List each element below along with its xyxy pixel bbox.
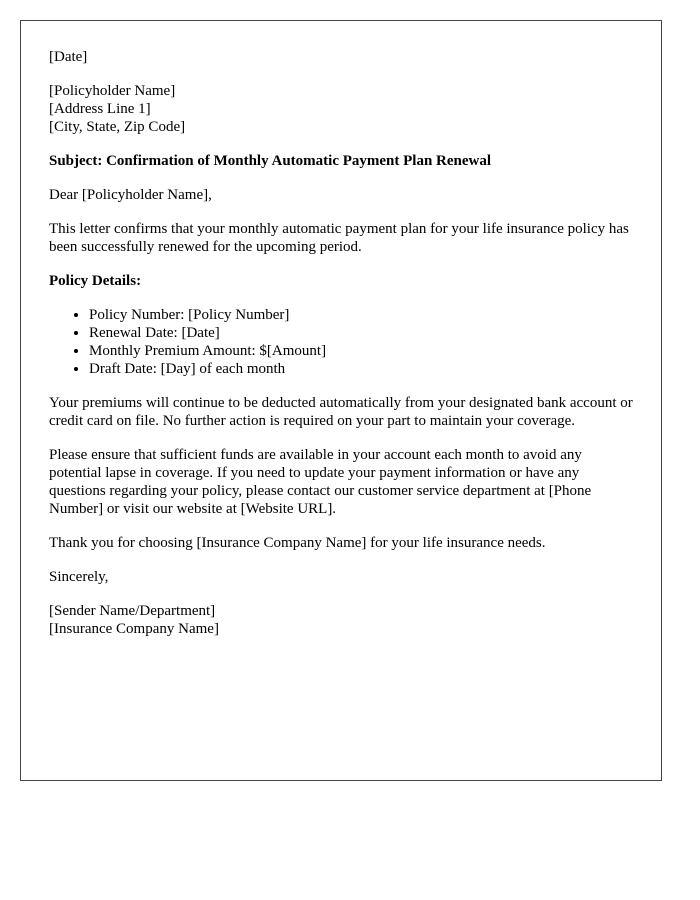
sender-signature-block [49, 602, 633, 638]
letter-subject: Subject: Confirmation of Monthly Automatic Payment Plan Renewal [49, 153, 492, 169]
sender-name: [Sender Name/Department] [49, 603, 216, 619]
recipient-name: [Policyholder Name] [49, 83, 176, 99]
policy-details-heading: Policy Details: [49, 273, 142, 289]
policy-details-item: • Draft Date: [Day] of each month [89, 360, 633, 378]
letter-date: [Date] [49, 49, 88, 65]
policy-details-item: • Policy Number: [Policy Number] [89, 306, 633, 324]
letter-salutation: Dear [Policyholder Name], [49, 187, 212, 203]
recipient-address-line-1: [Address Line 1] [49, 101, 151, 117]
policy-details-item: • Renewal Date: [Date] [89, 324, 633, 342]
recipient-city-state-zip: [City, State, Zip Code] [49, 119, 186, 135]
policy-details-list [49, 306, 633, 378]
policy-details-item: • Monthly Premium Amount: $[Amount] [89, 342, 633, 360]
letter-closing: Sincerely, [49, 569, 109, 585]
letter-intro-paragraph: This letter confirms that your monthly automatic payment plan for your life insurance policy has been successfully renewed for the upcoming period. [49, 221, 629, 255]
deduction-paragraph: Your premiums will continue to be deducted automatically from your designated bank account or credit card on file. No further action is required on your part to maintain your coverage. [49, 395, 633, 429]
funds-paragraph: Please ensure that sufficient funds are available in your account each month to avoid any potential lapse in coverage. If you need to update your payment information or have any questions regarding your policy, please contact our customer service department at [Phone Number] or visit our website at [Website URL]. [49, 447, 592, 517]
sender-company: [Insurance Company Name] [49, 621, 219, 637]
recipient-address-block [49, 82, 633, 136]
thank-you-paragraph: Thank you for choosing [Insurance Company Name] for your life insurance needs. [49, 535, 546, 551]
letter-document [20, 20, 662, 781]
